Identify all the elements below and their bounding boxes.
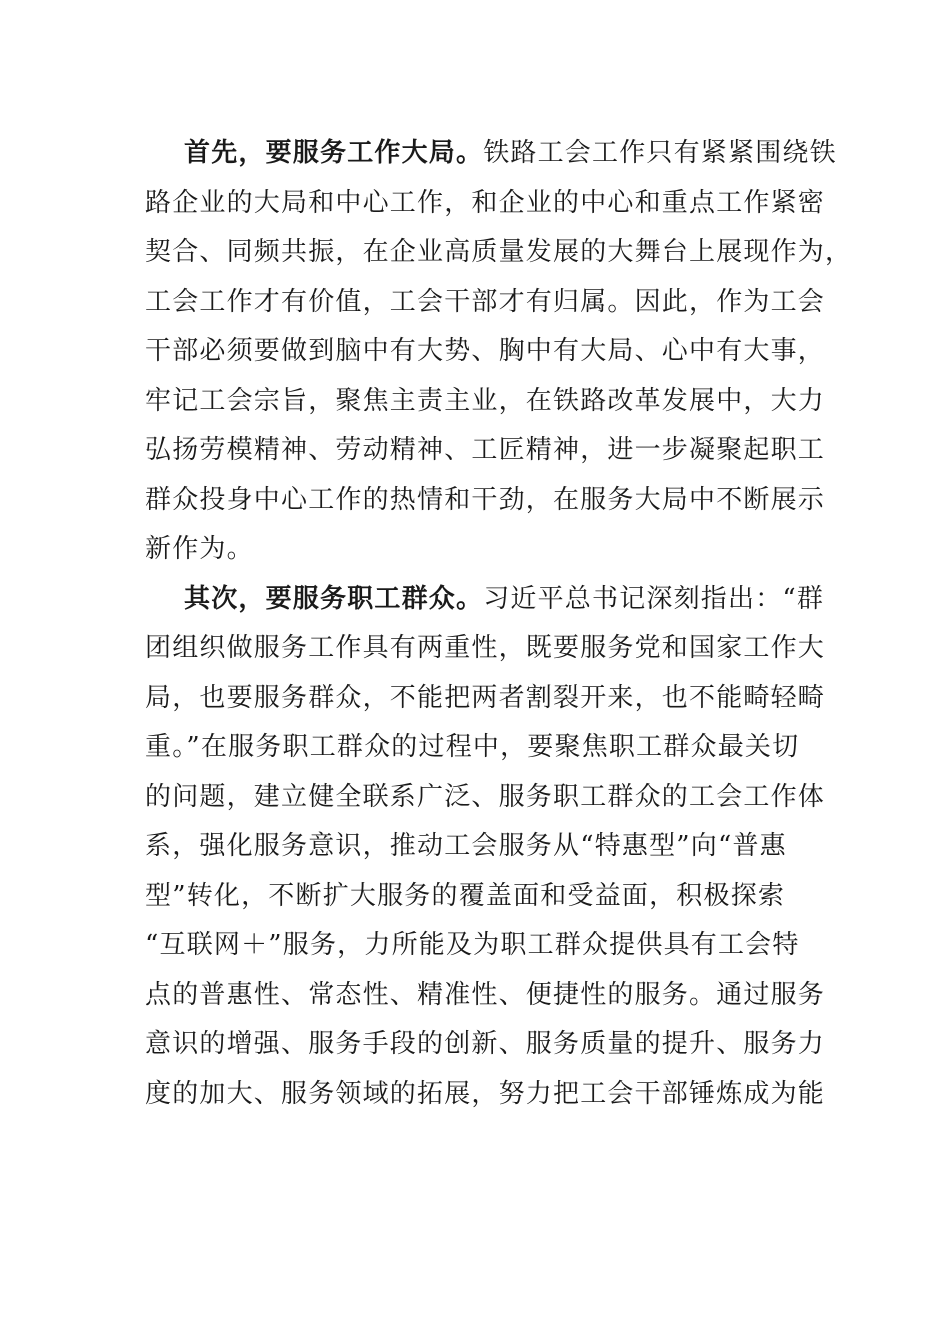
paragraph-2-line-9: 点的普惠性、常态性、精准性、便捷性的服务。通过服务 xyxy=(145,979,826,1010)
paragraph-2-line-1 xyxy=(145,575,825,625)
paragraph-1-line-7: 弘扬劳模精神、劳动精神、工匠精神，进一步凝聚起职工 xyxy=(145,435,826,465)
paragraph-1-text: 铁路工会工作只有紧紧围绕铁 xyxy=(483,138,837,168)
paragraph-1-line-5: 干部必须要做到脑中有大势、胸中有大局、心中有大事， xyxy=(145,336,826,366)
paragraph-2-line-10: 意识的增强、服务手段的创新、服务质量的提升、服务力 xyxy=(145,1029,826,1059)
paragraph-2-line-3: 局，也要服务群众，不能把两者割裂开来，也不能畸轻畸 xyxy=(145,682,826,713)
paragraph-2-line-11: 度的加大、服务领域的拓展，努力把工会干部锤炼成为能 xyxy=(145,1078,826,1109)
paragraph-2-lead: 其次，要服务职工群众。 xyxy=(184,583,484,614)
paragraph-2-line-2: 团组织做服务工作具有两重性，既要服务党和国家工作大 xyxy=(145,633,826,663)
paragraph-1-line-9: 新作为。 xyxy=(145,534,254,564)
paragraph-2-line-5: 的问题，建立健全联系广泛、服务职工群众的工会工作体 xyxy=(145,781,826,812)
paragraph-1-line-4: 工会工作才有价值，工会干部才有归属。因此，作为工会 xyxy=(145,286,826,317)
paragraph-1-line-8: 群众投身中心工作的热情和干劲，在服务大局中不断展示 xyxy=(145,484,826,515)
paragraph-2-line-6: 系，强化服务意识，推动工会服务从“特惠型”向“普惠 xyxy=(145,831,787,861)
paragraph-2-line-7: 型”转化，不断扩大服务的覆盖面和受益面，积极探索 xyxy=(145,880,786,911)
paragraph-1-line-1 xyxy=(145,129,837,179)
paragraph-2-text: 习近平总书记深刻指出：“群 xyxy=(483,583,825,614)
paragraph-1-line-3: 契合、同频共振，在企业高质量发展的大舞台上展现作为， xyxy=(145,237,853,267)
paragraph-2-line-4: 重。”在服务职工群众的过程中，要聚焦职工群众最关切 xyxy=(145,732,800,762)
document-body xyxy=(145,129,853,1119)
paragraph-2-line-8: “互联网＋”服务，力所能及为职工群众提供具有工会特 xyxy=(145,930,800,960)
paragraph-1-line-2: 路企业的大局和中心工作，和企业的中心和重点工作紧密 xyxy=(145,187,826,218)
paragraph-1-lead: 首先，要服务工作大局。 xyxy=(184,138,484,168)
paragraph-1-line-6: 牢记工会宗旨，聚焦主责主业，在铁路改革发展中，大力 xyxy=(145,385,826,416)
